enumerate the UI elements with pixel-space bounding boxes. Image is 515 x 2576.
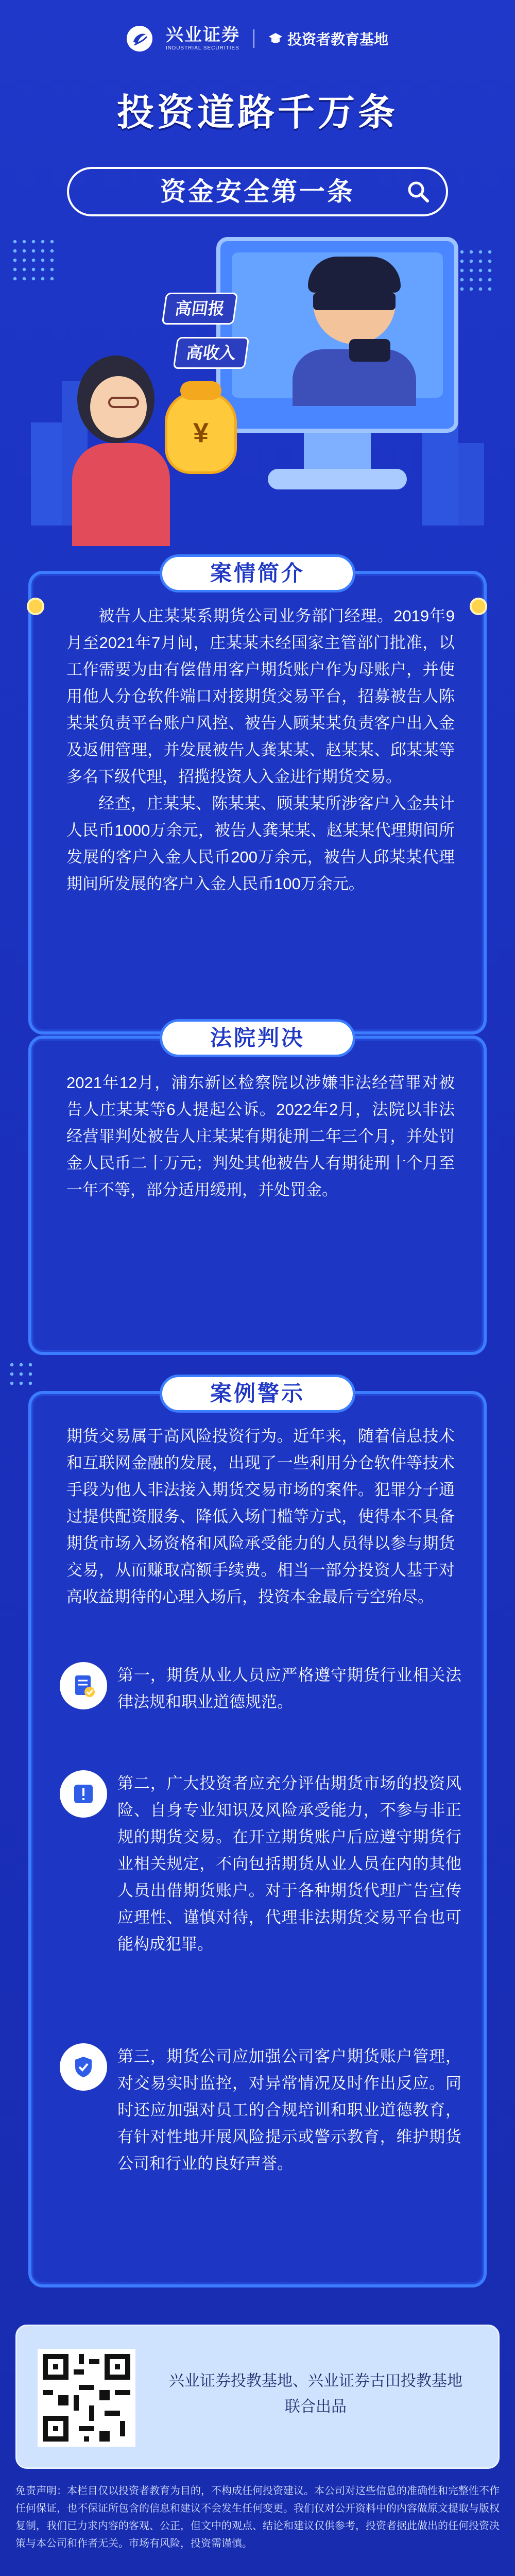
verdict-title-pill (160, 1019, 355, 1057)
verdict-card (28, 1026, 487, 1355)
city-building (31, 422, 62, 526)
qr-code[interactable] (38, 2349, 135, 2447)
investor-base-name: 投资者教育基地 (287, 31, 388, 47)
case-intro-title-pill (160, 554, 355, 592)
page-subtitle: 资金安全第一条 (160, 177, 355, 206)
warning-item-2-text: 第二，广大投资者应充分评估期货市场的投资风险、自身专业知识及风险承受能力，不参与非正规的期货交易。在开立期货账户后应遵守期货行业相关规定，不向包括期货从业人员在内的其他人员出借期货账户。对于各种期货代理广告宣传应理性、谨慎对待，代理非法期货交易平台也可能构成犯罪。 (117, 1774, 461, 1953)
footer-credits (151, 2368, 480, 2420)
glasses-icon (108, 397, 139, 408)
brand-name (166, 26, 240, 51)
woman-body (72, 443, 170, 546)
graduation-cap-icon (268, 31, 283, 46)
footer-line-1: 兴业证券投教基地、兴业证券古田投教基地 (169, 2372, 462, 2389)
logo-divider (253, 29, 254, 48)
warning-item-1-text: 第一，期货从业人员应严格遵守期货行业相关法律法规和职业道德规范。 (117, 1666, 461, 1711)
warning-item-1 (60, 1662, 461, 1734)
warning-item-text (117, 1662, 461, 1716)
warning-title: 案例警示 (210, 1381, 305, 1405)
brand-name-en: INDUSTRIAL SECURITIES (165, 45, 239, 51)
notice-icon (60, 1770, 107, 1818)
warning-title-pill (160, 1375, 355, 1413)
warning-item-text (117, 1770, 461, 1958)
decor-dots (7, 1360, 35, 1388)
brand-logo-icon (127, 26, 152, 52)
footer-line-2: 联合出品 (285, 2398, 347, 2415)
phone-icon (349, 339, 390, 362)
warning-item-3-text: 第三，期货公司应加强公司客户期货账户管理，对交易实时监控，对异常情况及时作出反应。同时还应加强对员工的合规培训和职业道德教育，有针对性地开展风险提示或警示教育，维护期货公司和行业的良好声誉。 (117, 2047, 461, 2173)
subtitle-search-bar (67, 167, 448, 216)
hero-illustration (0, 227, 515, 546)
money-bag-icon: ¥ (165, 392, 237, 474)
case-intro-para-2: 经查，庄某某、陈某某、顾某某所涉客户入金共计人民币1000万余元，被告人龚某某、赵某某代理期间所发展的客户入金人民币200万余元，被告人邱某某代理期间所发展的客户入金人民币100万余元。 (66, 794, 455, 893)
shield-icon (60, 2043, 107, 2091)
thief-mask (313, 293, 396, 310)
bubble-high-return: 高回报 (162, 293, 238, 325)
bubble-high-income: 高收入 (173, 337, 250, 369)
case-intro-para-1: 被告人庄某某系期货公司业务部门经理。2019年9月至2021年7月间，庄某某未经国家主管部门批准，以工作需要为由有偿借用客户期货账户作为母账户，并使用他人分仓软件端口对接期货交易平台，招募被告人陈某某负责平台账户风控、被告人顾某某负责客户出入金及返佣管理，并发展被告人龚某某、赵某某、邱某某等多名下级代理，招揽投资人入金进行期货交易。 (66, 607, 455, 786)
verdict-text (66, 1070, 455, 1204)
verdict-para: 2021年12月，浦东新区检察院以涉嫌非法经营罪对被告人庄某某等6人提起公诉。2022年2月，法院以非法经营罪判处被告人庄某某有期徒刑二年三个月，并处罚金人民币二十万元；判处其他被告人有期徒刑十个月至一年不等，部分适用缓刑，并处罚金。 (66, 1074, 455, 1199)
document-check-icon (60, 1662, 107, 1709)
warning-item-text (117, 2043, 461, 2177)
warning-intro: 期货交易属于高风险投资行为。近年来，随着信息技术和互联网金融的发展，出现了一些利用分仓软件等技术手段为他人非法接入期货交易市场的案件。犯罪分子通过提供配资服务、降低入场门槛等方式，使得本不具备期货市场入场资格和风险承受能力的人员得以参与期货交易，从而赚取高额手续费。相当一部分投资人基于对高收益期待的心理入场后，投资本金最后亏空殆尽。 (66, 1427, 455, 1606)
warning-item-2 (60, 1770, 461, 2018)
decor-dots (10, 237, 57, 283)
search-icon (405, 178, 432, 205)
warning-intro-text (66, 1423, 455, 1611)
brand-name-cn: 兴业证券 (165, 25, 240, 45)
header-logo-bar (0, 21, 515, 57)
monitor-stand (268, 469, 407, 489)
disclaimer: 免责声明：本栏目仅以投资者教育为目的，不构成任何投资建议。本公司对这些信息的准确性和完整性不作任何保证，也不保证所包含的信息和建议不会发生任何变更。我们仅对公开资料中的内容做原文提取与版权复制，我们已力求内容的客观、公正，但文中的观点、结论和建议仅供参考，投资者据此做出的任何投资决策与本公司和作者无关。市场有风险，投资需谨慎。 (15, 2485, 500, 2549)
warning-card (28, 1381, 487, 2287)
case-intro-card (28, 561, 487, 1035)
verdict-title: 法院判决 (210, 1026, 305, 1050)
monitor-screen (216, 237, 458, 433)
page-title: 投资道路千万条 (116, 92, 398, 133)
decor-gold-coin (27, 598, 44, 615)
investor-base-mark (268, 28, 388, 49)
decor-gold-coin (470, 598, 487, 615)
city-building (458, 443, 484, 526)
footer-box (15, 2325, 500, 2469)
case-intro-text (66, 603, 455, 897)
case-intro-title: 案情简介 (210, 561, 305, 585)
warning-item-3 (60, 2043, 461, 2229)
